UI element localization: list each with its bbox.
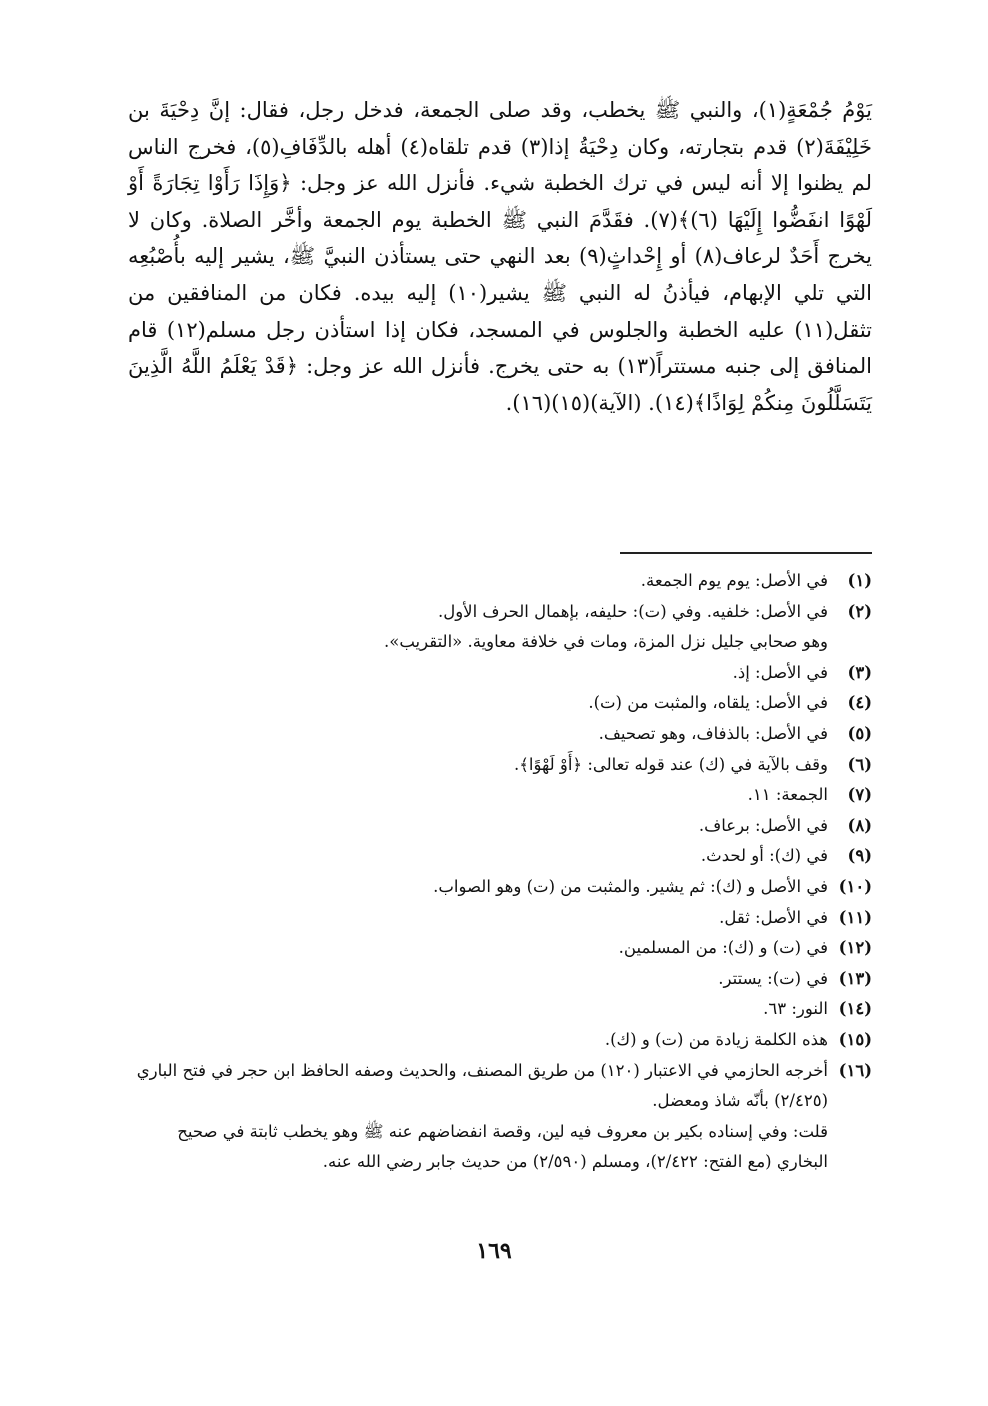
footnotes-list [128, 566, 872, 1178]
footnote-text: النور: ٦٣. [763, 999, 828, 1019]
footnote [128, 597, 872, 628]
footnote-text: في الأصل: خلفيه. وفي (ت): حليفه، بإهمال الحرف الأول. [437, 601, 828, 621]
footnote-text: الجمعة: ١١. [747, 785, 828, 805]
footnote-number: (٨) [847, 815, 872, 835]
footnote-number: (١١) [838, 907, 872, 927]
main-paragraph: يَوْمُ جُمْعَةٍ(١)، والنبي ﷺ يخطب، وقد صلى الجمعة، فدخل رجل، فقال: إنَّ دِحْيَةَ بن خَلِيْفَةَ(٢) قدم بتجارته، وكان دِحْيَةُ إذا(٣) قدم تلقاه(٤) أهله بالدِّفَافِ(٥)، فخرج الناس لم يظنوا إلا أنه ليس في ترك الخطبة شيء. فأنزل الله عز وجل: ﴿وَإِذَا رَأَوْا تِجَارَةً أَوْ لَهْوًا انفَضُّوا إِلَيْهَا (٦)﴾(٧). فقَدَّمَ النبي ﷺ الخطبة يوم الجمعة وأخَّر الصلاة. وكان لا يخرج أَحَدٌ لرعاف(٨) أو إِحْداثٍ(٩) بعد النهي حتى يستأذن النبيَّ ﷺ، يشير إليه بأُصْبُعِه التي تلي الإبهام، فيأذنُ له النبي ﷺ يشير(١٠) إليه بيده. فكان من المنافقين من تثقل(١١) عليه الخطبة والجلوس في المسجد، فكان إذا استأذن رجل مسلم(١٢) قام المنافق إلى جنبه مستتراً(١٣) به حتى يخرج. فأنزل الله عز وجل: ﴿قَدْ يَعْلَمُ اللَّهُ الَّذِينَ يَتَسَلَّلُونَ مِنكُمْ لِوَاذًا﴾(١٤). (الآية)(١٥)(١٦). [128, 98, 873, 415]
footnote-number: (٤) [847, 693, 872, 713]
footnote-separator [620, 552, 872, 554]
footnote-text: أخرجه الحازمي في الاعتبار (١٢٠) من طريق المصنف، والحديث وصفه الحافظ ابن حجر في فتح الباري (٢/٤٢٥) بأنّه شاذ ومعضل. [136, 1060, 828, 1111]
footnote-number: (٧) [847, 785, 872, 805]
footnote [128, 688, 872, 719]
footnote-text: في الأصل: برعاف. [698, 815, 828, 835]
footnote [128, 933, 872, 964]
footnote-text: في الأصل و (ك): ثم يشير. والمثبت من (ت) وهو الصواب. [433, 876, 828, 896]
footnote-number: (٢) [847, 601, 872, 621]
footnote-text: في الأصل: إذ. [732, 662, 828, 682]
footnote-number: (٦) [847, 754, 872, 774]
footnote [128, 750, 872, 781]
footnote-number: (١٥) [838, 1029, 872, 1049]
footnote [128, 780, 872, 811]
footnote-number: (١٦) [838, 1060, 872, 1080]
footnote [128, 903, 872, 934]
footnote-number: (٥) [847, 723, 872, 743]
footnote-number: (١٤) [838, 999, 872, 1019]
footnote-text: قلت: وفي إسناده بكير بن معروف فيه لين، وقصة انفضاضهم عنه ﷺ وهو يخطب ثابتة في صحيح البخاري (مع الفتح: ٢/٤٢٢)، ومسلم (٢/٥٩٠) من حديث جابر رضي الله عنه. [177, 1121, 828, 1172]
footnote-number: (١٠) [838, 876, 872, 896]
footnote-text: وقف بالآية في (ك) عند قوله تعالى: ﴿أَوْ لَهْوًا﴾. [513, 754, 828, 774]
footnote-text: في الأصل: يوم يوم الجمعة. [640, 571, 828, 590]
footnote-number: (١٣) [838, 968, 872, 988]
page-number: ١٦٩ [476, 1238, 512, 1264]
footnote [128, 1025, 872, 1056]
footnote-number: (١٢) [838, 938, 872, 958]
footnote-text: وهو صحابي جليل نزل المزة، ومات في خلافة معاوية. «التقريب». [383, 632, 828, 652]
footnote [128, 658, 872, 689]
footnote-number: (١) [847, 571, 872, 590]
footnote-text: هذه الكلمة زيادة من (ت) و (ك). [604, 1029, 828, 1049]
footnote-text: في (ت) و (ك): من المسلمين. [618, 938, 828, 958]
footnote [128, 841, 872, 872]
footnote [128, 811, 872, 842]
footnote-continuation [128, 1117, 872, 1178]
footnote [128, 566, 872, 597]
footnote-text: في الأصل: ثقل. [719, 907, 828, 927]
footnote-text: في الأصل: يلقاه، والمثبت من (ت). [588, 693, 828, 713]
footnote-text: في (ت): يستتر. [718, 968, 828, 988]
footnote [128, 964, 872, 995]
footnote-number: (٣) [847, 662, 872, 682]
footnote [128, 1056, 872, 1117]
footnote [128, 872, 872, 903]
footnote-number: (٩) [847, 846, 872, 866]
footnote-text: في (ك): أو لحدث. [700, 846, 828, 866]
footnote [128, 994, 872, 1025]
footnote [128, 719, 872, 750]
footnote-text: في الأصل: بالذفاف، وهو تصحيف. [598, 723, 828, 743]
footnote-continuation [128, 627, 872, 658]
main-text [128, 92, 872, 421]
